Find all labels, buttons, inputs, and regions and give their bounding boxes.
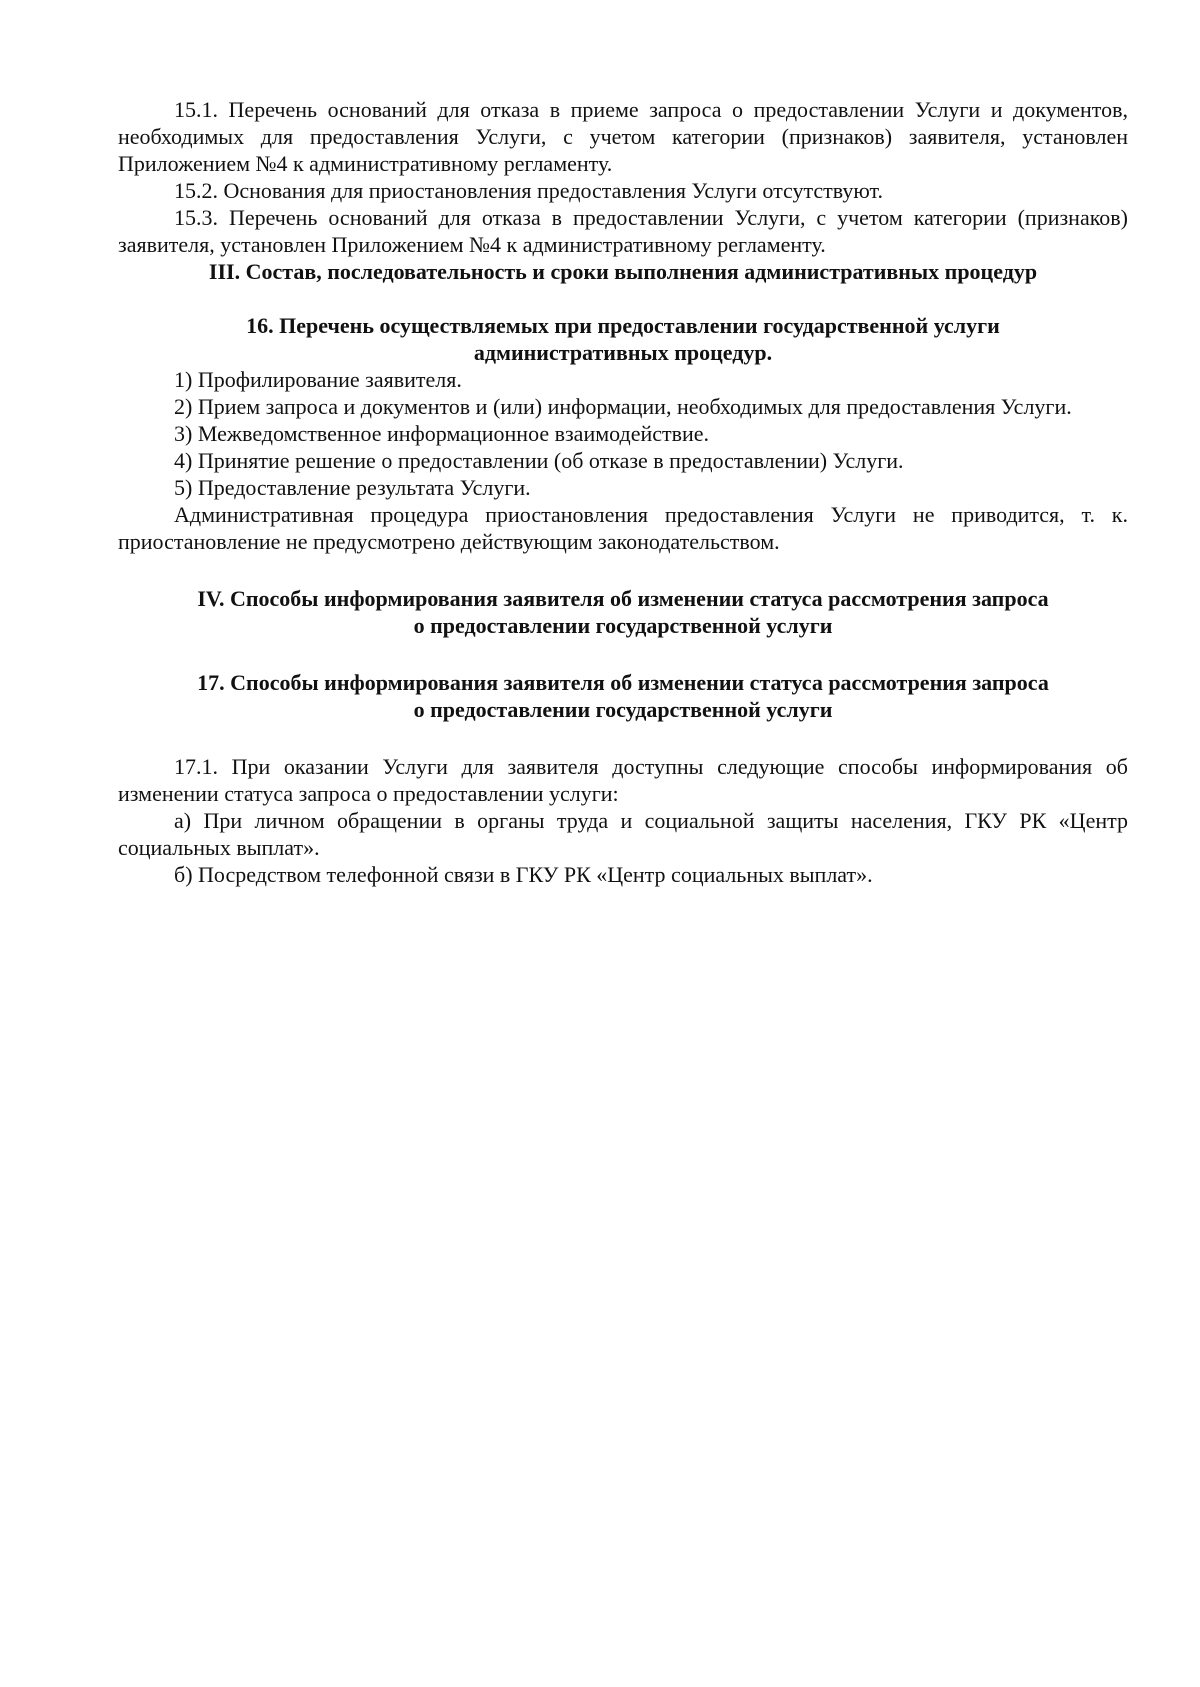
section-heading-iv-line2: о предоставлении государственной услуги	[413, 613, 833, 638]
list-item-16-4: 4) Принятие решение о предоставлении (об отказе в предоставлении) Услуги.	[174, 448, 904, 473]
section-heading-iv-line1: IV. Способы информирования заявителя об изменении статуса рассмотрения запроса	[197, 586, 1049, 611]
paragraph-17-a: а) При личном обращении в органы труда и социальной защиты населения, ГКУ РК «Центр социальных выплат».	[118, 808, 1128, 860]
list-item-16-3: 3) Межведомственное информационное взаимодействие.	[174, 421, 710, 446]
section-heading-iii: III. Состав, последовательность и сроки выполнения административных процедур	[208, 259, 1038, 284]
paragraph-15-3: 15.3. Перечень оснований для отказа в предоставлении Услуги, с учетом категории (признаков) заявителя, установлен Приложением №4 к административному регламенту.	[118, 205, 1128, 257]
paragraph-15-1: 15.1. Перечень оснований для отказа в приеме запроса о предоставлении Услуги и документов, необходимых для предоставления Услуги, с учетом категории (признаков) заявителя, установлен Приложением №4 к административному регламенту.	[118, 97, 1128, 176]
spacer	[118, 555, 1128, 585]
spacer	[118, 639, 1128, 669]
section-heading-16-line1: 16. Перечень осуществляемых при предоставлении государственной услуги	[246, 313, 1000, 338]
document-body	[118, 96, 1128, 888]
list-item-16-5: 5) Предоставление результата Услуги.	[174, 475, 531, 500]
paragraph-16-note: Административная процедура приостановления предоставления Услуги не приводится, т. к. приостановление не предусмотрено действующим законодательством.	[118, 502, 1128, 554]
section-heading-17-line2: о предоставлении государственной услуги	[413, 697, 833, 722]
spacer	[118, 723, 1128, 753]
section-heading-16-line2: административных процедур.	[473, 340, 773, 365]
paragraph-15-2: 15.2. Основания для приостановления предоставления Услуги отсутствуют.	[174, 178, 883, 203]
list-item-16-2: 2) Прием запроса и документов и (или) информации, необходимых для предоставления Услуги.	[174, 394, 1072, 419]
list-item-16-1: 1) Профилирование заявителя.	[174, 367, 462, 392]
paragraph-17-b: б) Посредством телефонной связи в ГКУ РК «Центр социальных выплат».	[174, 862, 873, 887]
paragraph-17-1: 17.1. При оказании Услуги для заявителя доступны следующие способы информирования об изменении статуса запроса о предоставлении услуги:	[118, 754, 1128, 806]
spacer	[118, 285, 1128, 312]
section-heading-17-line1: 17. Способы информирования заявителя об изменении статуса рассмотрения запроса	[197, 670, 1049, 695]
